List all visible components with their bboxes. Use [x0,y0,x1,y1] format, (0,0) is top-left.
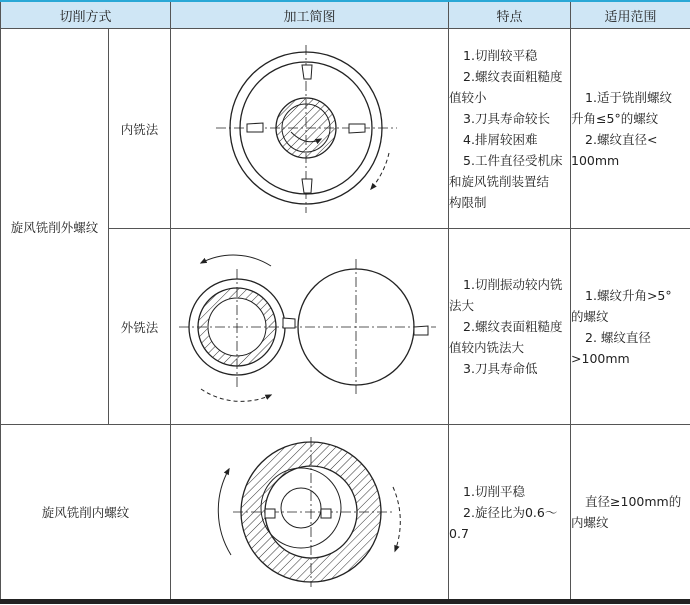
inner-method-label: 内铣法 [109,29,171,229]
feature-line: 和旋风铣削装置结 [449,173,550,189]
internal-thread-label: 旋风铣削内螺纹 [1,425,171,600]
scope-line: 内螺纹 [571,515,609,530]
table-row [1,425,690,600]
scope-line: 1.适于铣削螺纹 [585,89,672,105]
feature-line: 3.刀具寿命低 [463,361,538,376]
external-thread-group-label: 旋风铣削外螺纹 [1,29,109,425]
feature-line: 3.刀具寿命较长 [463,110,550,126]
internal-scope [571,425,690,600]
scope-line: 2. 螺纹直径 [585,329,651,345]
header-scope: 适用范围 [571,2,690,29]
header-features: 特点 [449,2,571,29]
scope-line: 直径≥100mm的 [585,494,682,509]
inner-milling-diagram [171,29,449,228]
inner-milling-diagram-cell [171,29,449,229]
internal-features [449,425,571,600]
feature-line: 1.切削平稳 [463,483,525,499]
feature-line: 值较小 [449,89,487,105]
feature-line: 2.螺纹表面粗糙度 [463,319,563,334]
inner-features [449,29,571,229]
internal-milling-diagram-cell [171,425,449,600]
header-method: 切削方式 [1,2,171,29]
feature-line: 2.旋径比为0.6～ [463,504,558,520]
outer-milling-diagram-cell [171,229,449,425]
feature-line: 4.排屑较困难 [463,131,538,147]
outer-milling-diagram [171,229,449,424]
feature-line: 值较内铣法大 [449,340,525,355]
scope-line: >100mm [571,350,630,366]
scope-line: 的螺纹 [571,308,609,324]
scope-line: 1.螺纹升角>5° [585,287,672,303]
header-row [1,2,690,29]
scope-line: 100mm [571,152,620,168]
feature-line: 0.7 [449,525,469,541]
feature-line: 1.切削振动较内铣 [463,277,563,292]
outer-features [449,229,571,425]
table-bottom-rule [0,599,690,604]
header-diagram: 加工简图 [171,2,449,29]
feature-line: 法大 [449,298,475,313]
outer-method-label: 外铣法 [109,229,171,425]
thread-milling-table [0,2,690,600]
feature-line: 1.切削较平稳 [463,47,538,63]
feature-line: 构限制 [449,194,487,210]
outer-scope [571,229,690,425]
scope-line: 2.螺纹直径< [585,131,658,147]
feature-line: 5.工件直径受机床 [463,152,563,168]
table-row [1,29,690,229]
inner-scope [571,29,690,229]
scope-line: 升角≤5°的螺纹 [571,110,659,126]
feature-line: 2.螺纹表面粗糙度 [463,68,563,84]
internal-milling-diagram [171,425,449,599]
